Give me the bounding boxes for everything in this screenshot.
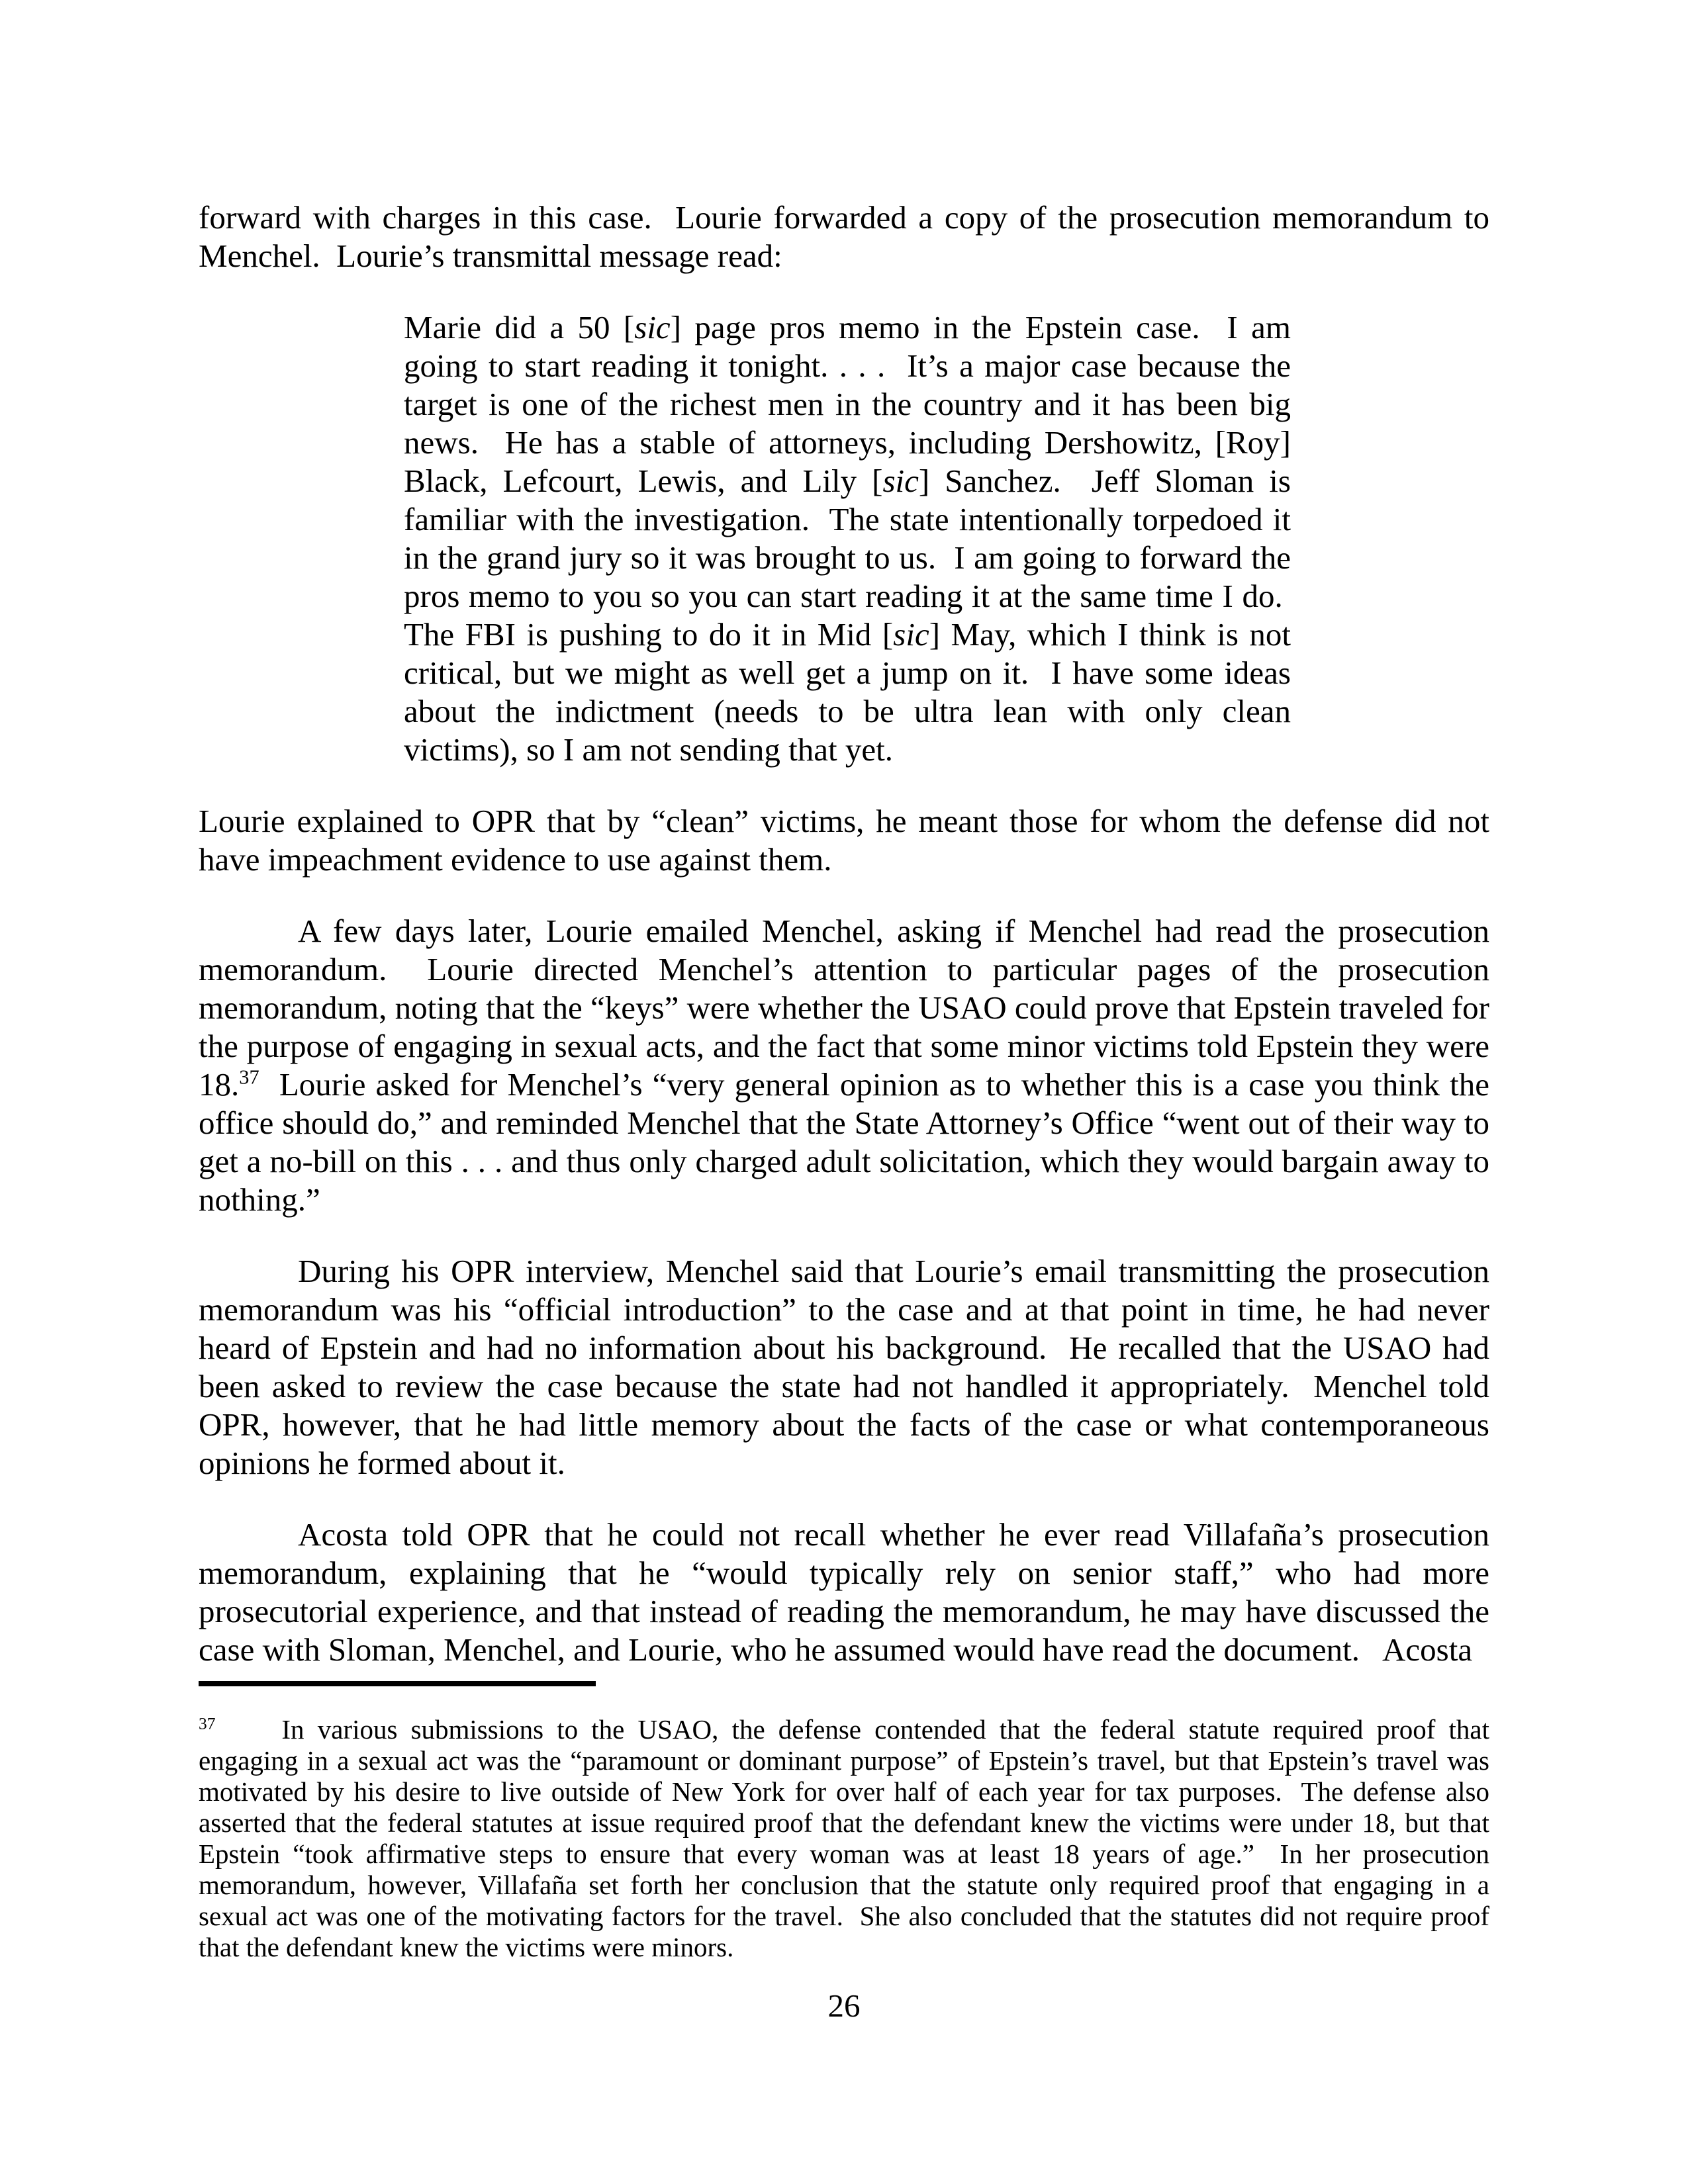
footnote-separator-rule	[199, 1681, 596, 1686]
paragraph-during-opr-interview: During his OPR interview, Menchel said that Lourie’s email transmitting the prosecution memorandum was his “official introduction” to the case and at that point in time, he had never heard of Epstein and had no information about his background. He recalled that the USAO had been asked to review the case because the state had not handled it appropriately. Menchel told OPR, however, that he had little memory about the facts of the case or what contemporaneous opinions he formed about it.	[199, 1253, 1489, 1481]
paragraph-lourie-explained: Lourie explained to OPR that by “clean” victims, he meant those for whom the defense did not have impeachment evidence to use against them.	[199, 803, 1489, 878]
superscript-footnote-ref: 37	[239, 1066, 259, 1089]
italic-text: sic	[634, 309, 671, 345]
italic-text: sic	[893, 616, 929, 653]
footnote-37	[199, 1714, 1489, 1963]
text-segment: ] May, which I think is not critical, but we might as well get a jump on it. I have some ideas about the indictment (needs to be ultra lean with only clean victims), so I am not sending that yet.	[404, 616, 1291, 768]
block-quote-email	[404, 308, 1291, 769]
text-segment: A few days later, Lourie emailed Menchel, asking if Menchel had read the prosecution memorandum. Lourie directed Menchel’s attention to particular pages of the prosecution memorandum, noting that the “keys” were whether the USAO could prove that Epstein traveled for the purpose of engaging in sexual acts, and the fact that some minor victims told Epstein they were 18.	[199, 913, 1489, 1103]
footnote-number: 37	[199, 1714, 216, 1733]
paragraph-a-few-days-later	[199, 912, 1489, 1219]
text-segment: Lourie asked for Menchel’s “very general opinion as to whether this is a case you think the office should do,” and reminded Menchel that the State Attorney’s Office “went out of their way to get a no-bill on this . . . and thus only charged adult solicitation, which they would bargain away to nothing.”	[199, 1066, 1489, 1218]
page-number: 26	[827, 1987, 861, 2024]
text-segment: Marie did a 50 [	[404, 309, 635, 345]
text-segment: ] Sanchez. Jeff Sloman is familiar with the investigation. The state intentionally torpedoed it in the grand jury so it was brought to us. I am going to forward the pros memo to you so you can start reading it at the same time I do. The FBI is pushing to do it in Mid [	[404, 463, 1291, 653]
paragraph-acosta-told-opr: Acosta told OPR that he could not recall whether he ever read Villafaña’s prosecution memorandum, explaining that he “would typically rely on senior staff,” who had more prosecutorial experience, and that instead of reading the memorandum, he may have discussed the case with Sloman, Menchel, and Lourie, who he assumed would have read the document. Acosta	[199, 1516, 1489, 1668]
paragraph-continuation: forward with charges in this case. Lourie forwarded a copy of the prosecution memorandum to Menchel. Lourie’s transmittal message read:	[199, 199, 1489, 274]
text-segment: ] page pros memo in the Epstein case. I am going to start reading it tonight. . . . It’s a major case because the target is one of the richest men in the country and it has been big news. He has a stable of attorneys, including Dershowitz, [Roy] Black, Lefcourt, Lewis, and Lily [	[404, 309, 1291, 499]
footnote-area	[199, 1681, 1489, 1963]
footnote-text: In various submissions to the USAO, the defense contended that the federal statute required proof that engaging in a sexual act was the “paramount or dominant purpose” of Epstein’s travel, but that Epstein’s travel was motivated by his desire to live outside of New York for over half of each year for tax purposes. The defense also asserted that the federal statutes at issue required proof that the defendant knew the victims were under 18, but that Epstein “took affirmative steps to ensure that every woman was at least 18 years of age.” In her prosecution memorandum, however, Villafaña set forth her conclusion that the statute only required proof that engaging in a sexual act was one of the motivating factors for the travel. She also concluded that the statutes did not require proof that the defendant knew the victims were minors.	[199, 1714, 1489, 1962]
page-body	[199, 199, 1489, 1702]
italic-text: sic	[882, 463, 919, 499]
